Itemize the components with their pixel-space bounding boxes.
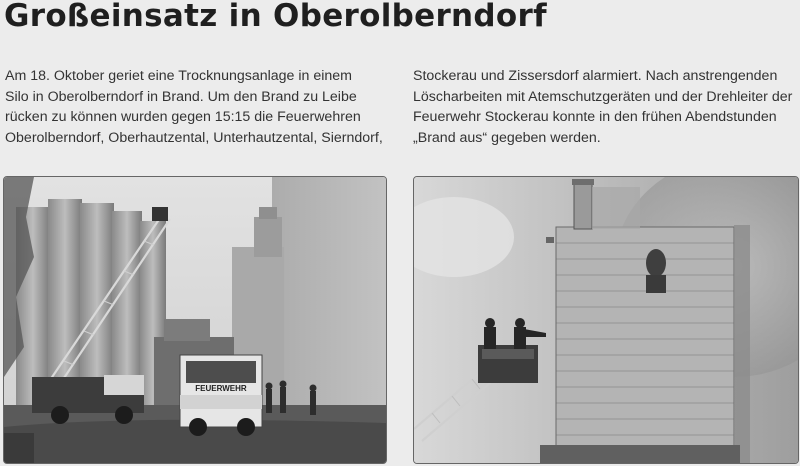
article-text-right-column [413,66,798,148]
text-line: Silo in Oberolberndorf in Brand. Um den Brand zu Leibe [5,88,357,105]
text-line: Stockerau und Zissersdorf alarmiert. Nach anstrengenden [413,68,778,84]
text-line: Am 18. Oktober geriet eine Trocknungsanlage in einem [5,68,353,84]
photo-silo-fire-truck [3,176,387,464]
article-headline: Großeinsatz in Oberolberndorf [4,0,547,34]
text-line: rücken zu können wurden gegen 15:15 die Feuerwehren [5,109,361,125]
article-text-left-column [5,66,395,148]
text-line: Löscharbeiten mit Atemschutzgeräten und der Drehleiter der [413,88,793,105]
text-line: Oberolberndorf, Oberhautzental, Unterhautzental, Sierndorf, [5,129,383,146]
text-line: Feuerwehr Stockerau konnte in den frühen Abendstunden [413,109,777,125]
photo-ladder-firefighters [413,176,799,464]
truck-lettering: FEUERWEHR [195,384,247,393]
text-line: „Brand aus“ gegeben werden. [413,129,601,146]
